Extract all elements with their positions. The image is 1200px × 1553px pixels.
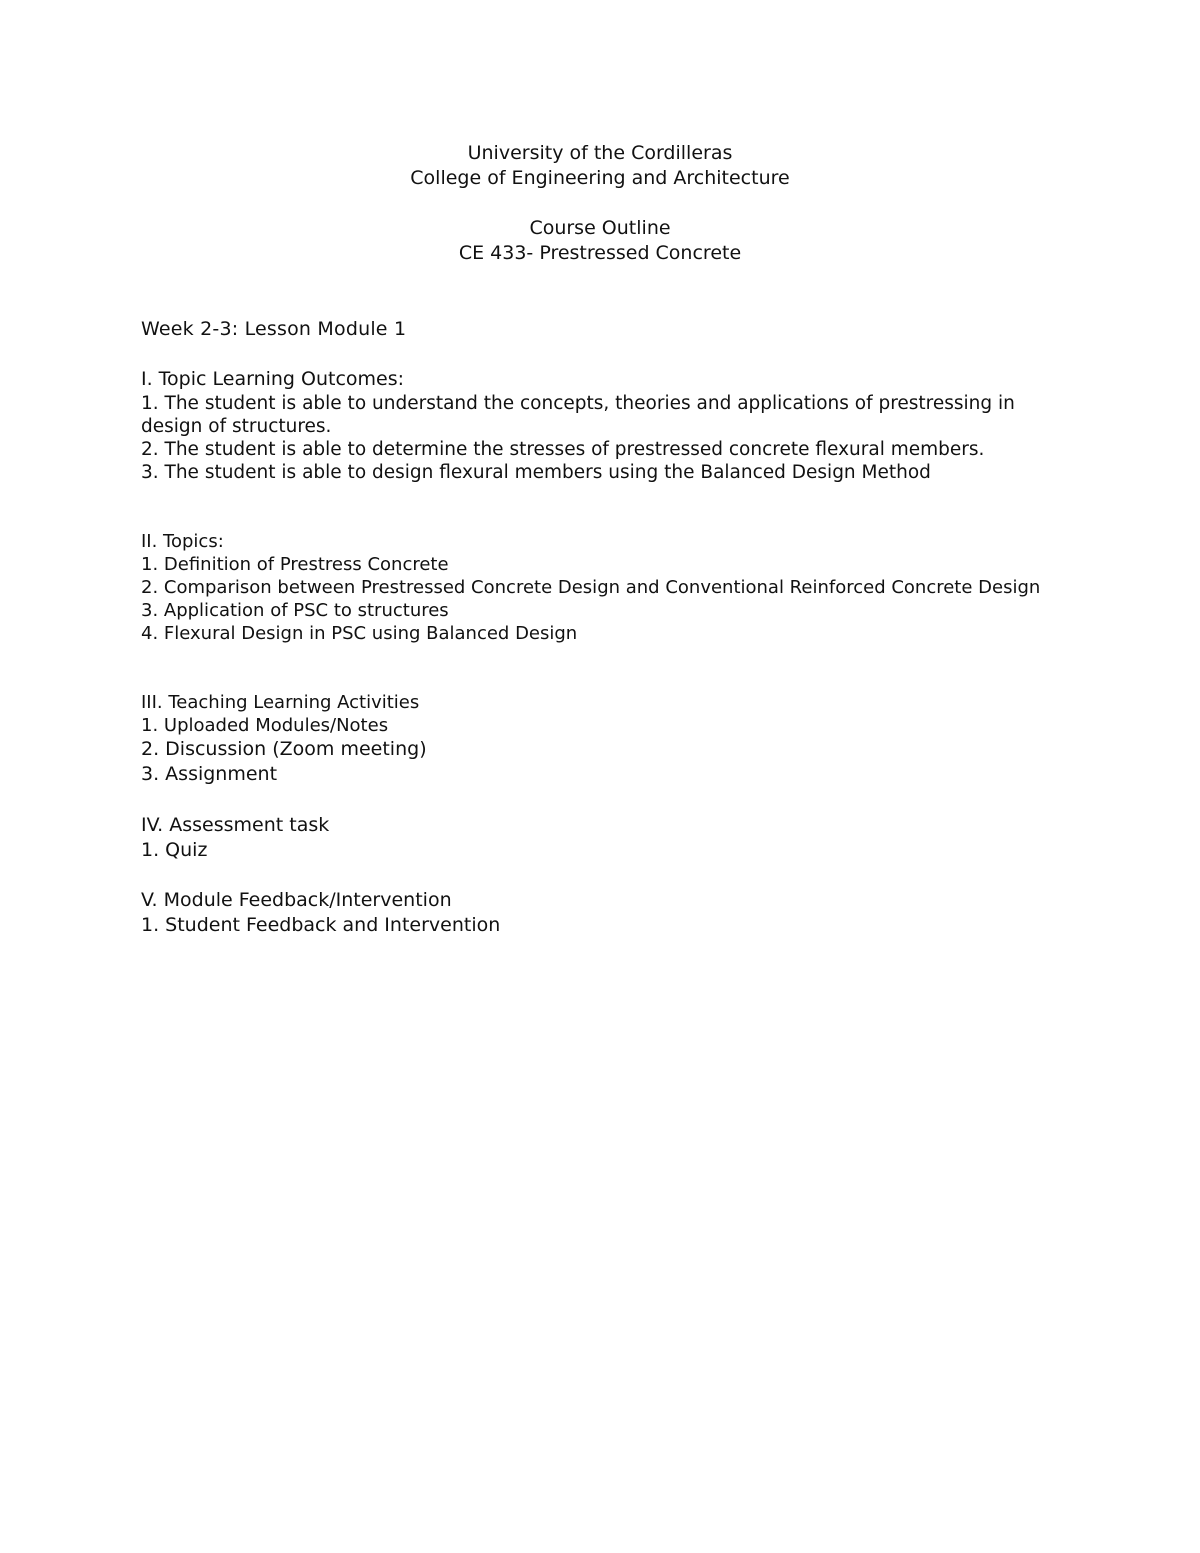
course-title: CE 433- Prestressed Concrete bbox=[458, 242, 742, 264]
college-name: College of Engineering and Architecture bbox=[410, 167, 790, 189]
document-type: Course Outline bbox=[529, 217, 671, 239]
section-title: I. Topic Learning Outcomes: bbox=[141, 368, 405, 390]
section-assessment bbox=[141, 813, 1071, 863]
list-item: 3. Application of PSC to structures bbox=[141, 600, 449, 621]
section-outcomes bbox=[141, 367, 1071, 484]
list-item: 1. Student Feedback and Intervention bbox=[141, 914, 501, 936]
section-title: III. Teaching Learning Activities bbox=[141, 692, 420, 713]
list-item: 2. The student is able to determine the stresses of prestressed concrete flexural members. bbox=[141, 439, 985, 460]
list-item: 1. The student is able to understand the concepts, theories and applications of prestressing in design of structures. bbox=[141, 393, 1015, 437]
list-item: 3. Assignment bbox=[141, 763, 278, 785]
document-header bbox=[0, 141, 1200, 266]
week-heading: Week 2-3: Lesson Module 1 bbox=[141, 318, 407, 340]
list-item: 1. Quiz bbox=[141, 839, 208, 861]
section-feedback bbox=[141, 888, 1071, 938]
list-item: 1. Definition of Prestress Concrete bbox=[141, 554, 449, 575]
section-title: V. Module Feedback/Intervention bbox=[141, 889, 452, 911]
section-topics bbox=[141, 530, 1071, 645]
list-item: 2. Discussion (Zoom meeting) bbox=[141, 738, 427, 760]
university-name: University of the Cordilleras bbox=[467, 142, 733, 164]
section-activities bbox=[141, 691, 1071, 787]
list-item: 2. Comparison between Prestressed Concrete Design and Conventional Reinforced Concrete Design bbox=[141, 577, 1041, 598]
list-item: 4. Flexural Design in PSC using Balanced Design bbox=[141, 623, 578, 644]
section-title: II. Topics: bbox=[141, 531, 224, 552]
list-item: 1. Uploaded Modules/Notes bbox=[141, 715, 389, 736]
section-title: IV. Assessment task bbox=[141, 814, 330, 836]
list-item: 3. The student is able to design flexural members using the Balanced Design Method bbox=[141, 462, 931, 483]
